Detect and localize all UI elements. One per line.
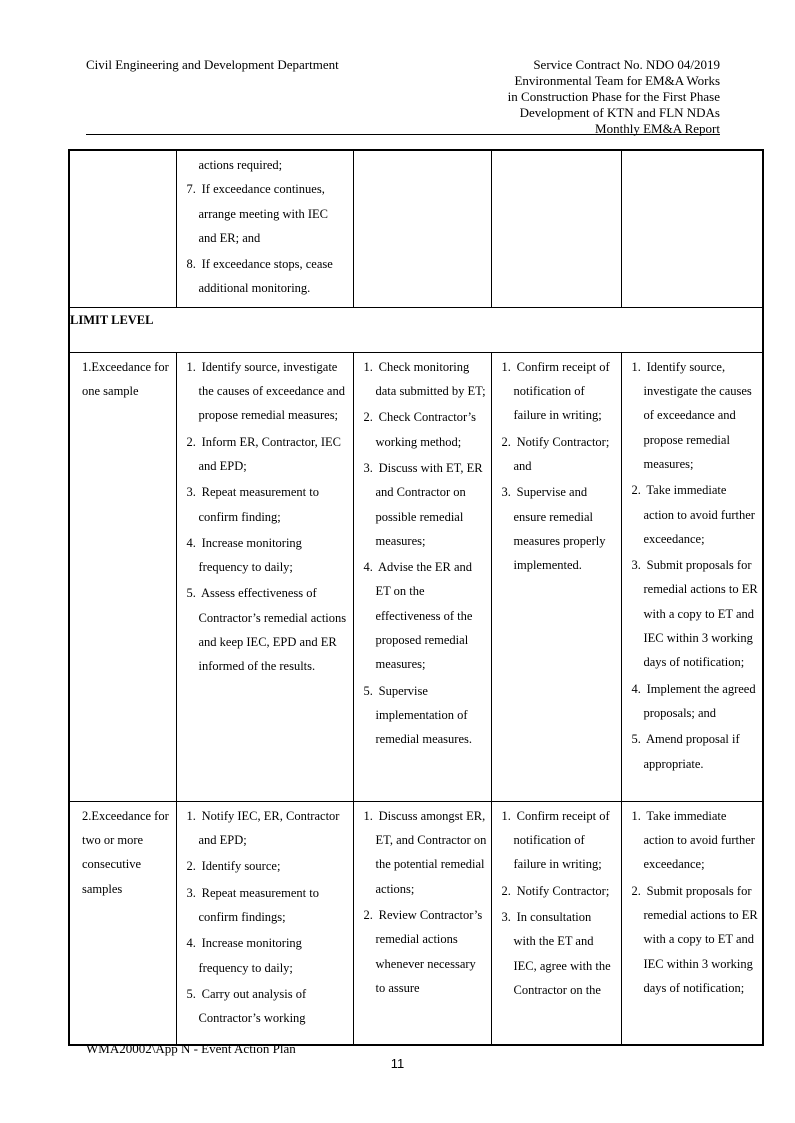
list-item: 7. If exceedance continues, arrange meeting with IEC and ER; and xyxy=(186,182,328,245)
iec-action-cell xyxy=(353,352,491,801)
action-list xyxy=(628,355,759,776)
header-line: Monthly EM&A Report xyxy=(595,121,720,136)
footer-file-reference: WMA20002\App N - Event Action Plan xyxy=(86,1041,296,1056)
er-action-cell xyxy=(491,352,621,801)
iec-action-cell xyxy=(353,150,491,307)
et-action-cell xyxy=(176,150,353,307)
page-number: 11 xyxy=(390,1056,405,1071)
event-text: 1.Exceedance for one sample xyxy=(82,359,169,399)
header-line: in Construction Phase for the First Phase xyxy=(507,89,720,104)
list-item: 1. Identify source, investigate the causes of exceedance and propose remedial measures; xyxy=(631,359,752,471)
event-cell xyxy=(69,352,176,801)
list-item: 1. Notify IEC, ER, Contractor and EPD; xyxy=(186,808,340,848)
list-item: 2. Inform ER, Contractor, IEC and EPD; xyxy=(186,434,342,473)
list-item: 2. Check Contractor’s working method; xyxy=(363,410,476,449)
action-list xyxy=(628,804,759,1000)
et-action-cell xyxy=(176,801,353,1045)
list-item: 3. Repeat measurement to confirm findings; xyxy=(186,885,319,924)
continued-text: actions required; xyxy=(198,158,283,172)
header-line: Environmental Team for EM&A Works xyxy=(514,73,720,88)
header-contract-info xyxy=(508,57,720,137)
list-item: 1. Confirm receipt of notification of failure in writing; xyxy=(501,808,610,872)
contractor-action-cell xyxy=(621,352,763,801)
section-row xyxy=(69,307,763,352)
list-item: 3. Supervise and ensure remedial measures properly implemented. xyxy=(501,485,606,573)
list-item: 5. Supervise implementation of remedial measures. xyxy=(363,683,472,747)
et-action-cell xyxy=(176,352,353,801)
event-action-table xyxy=(68,149,764,1046)
event-cell xyxy=(69,801,176,1045)
list-item: 2. Take immediate action to avoid further exceedance; xyxy=(631,483,755,546)
list-item: 2. Review Contractor’s remedial actions whenever necessary to assure xyxy=(363,907,483,995)
action-list xyxy=(183,804,349,1031)
list-item: 1. Take immediate action to avoid further exceedance; xyxy=(631,808,755,872)
list-item: 3. Discuss with ET, ER and Contractor on possible remedial measures; xyxy=(363,460,483,548)
event-text: 2.Exceedance for two or more consecutive samples xyxy=(82,808,169,896)
action-list xyxy=(498,804,617,1002)
list-item: 1. Check monitoring data submitted by ET; xyxy=(363,359,486,399)
list-item: 1. Confirm receipt of notification of failure in writing; xyxy=(501,359,610,423)
list-item: 1. Discuss amongst ER, ET, and Contractor on the potential remedial actions; xyxy=(363,808,487,896)
action-list xyxy=(360,355,487,752)
list-item: 5. Amend proposal if appropriate. xyxy=(631,732,740,771)
list-item: 3. Repeat measurement to confirm finding; xyxy=(186,485,319,524)
table-row xyxy=(69,801,763,1045)
list-item: 1. Identify source, investigate the causes of exceedance and propose remedial measures; xyxy=(186,359,345,423)
list-item: 5. Assess effectiveness of Contractor’s remedial actions and keep IEC, EPD and ER informed of the results. xyxy=(186,586,347,674)
list-item: 2. Notify Contractor; and xyxy=(501,434,610,473)
table-row xyxy=(69,150,763,307)
list-item: 3. Submit proposals for remedial actions to ER with a copy to ET and IEC within 3 working days of notification; xyxy=(631,558,758,670)
er-action-cell xyxy=(491,150,621,307)
contractor-action-cell xyxy=(621,150,763,307)
action-list xyxy=(360,804,487,1000)
table-row xyxy=(69,352,763,801)
action-list xyxy=(183,177,349,300)
action-list xyxy=(498,355,617,578)
list-item: 5. Carry out analysis of Contractor’s working xyxy=(186,986,307,1026)
list-item: 4. Increase monitoring frequency to daily; xyxy=(186,936,302,975)
list-item: 3. In consultation with the ET and IEC, agree with the Contractor on the xyxy=(501,909,611,997)
list-item: 2. Submit proposals for remedial actions to ER with a copy to ET and IEC within 3 working days of notification; xyxy=(631,883,758,995)
list-item: 2. Identify source; xyxy=(186,859,281,874)
header-rule xyxy=(86,134,720,135)
er-action-cell xyxy=(491,801,621,1045)
list-item: 4. Increase monitoring frequency to daily; xyxy=(186,535,302,575)
iec-action-cell xyxy=(353,801,491,1045)
action-list xyxy=(183,355,349,679)
list-item: 4. Advise the ER and ET on the effectiveness of the proposed remedial measures; xyxy=(363,560,473,672)
section-label-limit-level: LIMIT LEVEL xyxy=(69,307,763,352)
event-cell xyxy=(69,150,176,307)
list-item: 4. Implement the agreed proposals; and xyxy=(631,681,756,720)
list-item: 8. If exceedance stops, cease additional monitoring. xyxy=(186,257,333,296)
contractor-action-cell xyxy=(621,801,763,1045)
header-line: Development of KTN and FLN NDAs xyxy=(519,105,720,120)
header-line: Service Contract No. NDO 04/2019 xyxy=(533,57,720,72)
list-item: 2. Notify Contractor; xyxy=(501,883,610,898)
header-department: Civil Engineering and Development Department xyxy=(86,57,339,72)
